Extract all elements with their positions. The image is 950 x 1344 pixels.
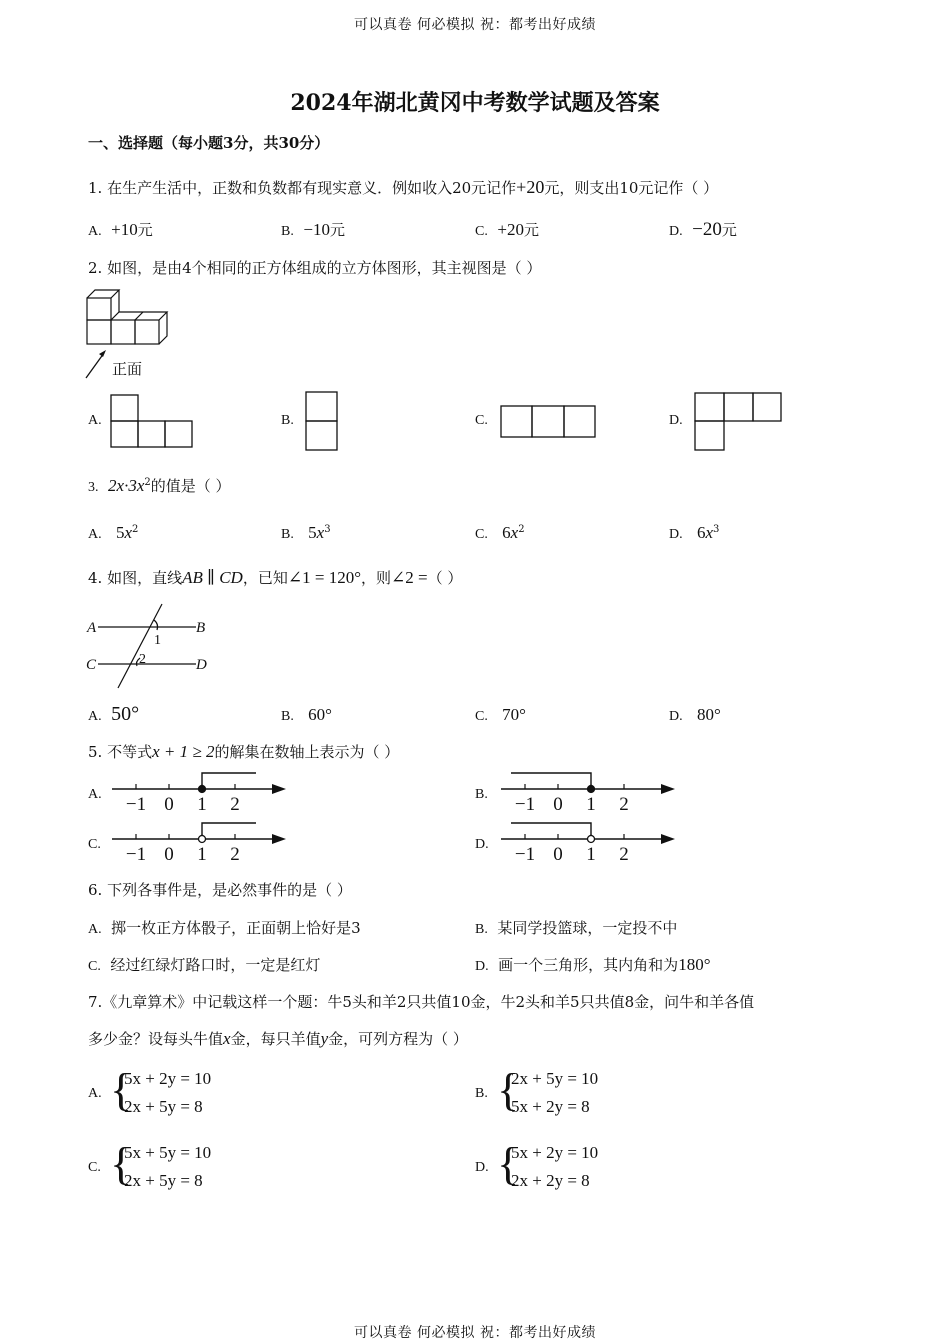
option-coef: 5 xyxy=(308,523,317,542)
fig-angle-2: 2 xyxy=(139,652,146,667)
fig-label-b: B xyxy=(196,620,206,636)
option-exp: 2 xyxy=(518,524,525,535)
q7-brace-a: { xyxy=(110,1064,133,1115)
option-value: 60° xyxy=(308,705,332,724)
q7-system-c xyxy=(124,1139,211,1195)
q7-text-c: 金，可列方程为（ ） xyxy=(328,1030,468,1048)
q3-option-d[interactable] xyxy=(669,523,719,543)
option-label: A. xyxy=(88,527,102,542)
option-text: 某同学投篮球，一定投不中 xyxy=(497,919,678,937)
parallel-lines-figure xyxy=(84,600,214,692)
q4-text-a: 4. 如图，直线 xyxy=(88,569,183,587)
q4-text-d: （ ） xyxy=(427,569,463,587)
axis-arrow xyxy=(661,834,675,844)
tick-label: 0 xyxy=(553,844,563,865)
option-value: 80° xyxy=(696,705,721,724)
q3-num: 3. xyxy=(88,480,99,495)
option-text: 掷一枚正方体骰子，正面朝上恰好是3 xyxy=(111,919,361,937)
q2-view-a xyxy=(110,394,194,448)
option-value: −10 xyxy=(303,220,330,239)
q5-numberline-a xyxy=(110,770,290,816)
tick-label: 0 xyxy=(164,844,174,865)
option-value: +20 xyxy=(497,220,524,239)
q4-option-c[interactable] xyxy=(475,705,526,725)
q5-option-b[interactable]: B. xyxy=(475,787,488,802)
option-label: A. xyxy=(88,709,102,724)
option-label: D. xyxy=(669,709,683,724)
tick-label: 1 xyxy=(586,794,596,815)
q6-option-c[interactable] xyxy=(88,954,320,975)
q7-var-y: y xyxy=(320,1029,329,1048)
question-6: 6. 下列各事件是，是必然事件的是（ ） xyxy=(88,881,352,899)
tick-label: 1 xyxy=(197,844,207,865)
q2-option-d[interactable]: D. xyxy=(669,413,683,428)
front-label: 正面 xyxy=(112,360,143,378)
option-unit: 元 xyxy=(137,221,153,239)
question-7-line-1: 7.《九章算术》中记载这样一个题：牛5头和羊2只共值10金，牛2头和羊5只共值8金，问牛和羊各值 xyxy=(88,993,755,1011)
q5-expr: x + 1 ≥ 2 xyxy=(152,742,215,761)
axis-arrow xyxy=(661,784,675,794)
q1-text-a: 1. 在生产生活中，正数和负数都有现实意义．例如收入20元记作 xyxy=(88,179,517,197)
equation-1: 5x + 5y = 10 xyxy=(124,1143,212,1162)
q4-expr-angle1: ∠1 = 120° xyxy=(287,568,361,587)
page-header: 可以真卷 何必模拟 祝：都考出好成绩 xyxy=(354,17,596,33)
q1-option-d[interactable] xyxy=(669,219,737,241)
option-text: 经过红绿灯路口时，一定是红灯 xyxy=(110,956,321,974)
option-var: x xyxy=(316,523,325,542)
option-label: A. xyxy=(88,224,102,239)
q4-option-b[interactable] xyxy=(281,705,332,725)
q2-view-c xyxy=(500,405,598,439)
option-unit: 元 xyxy=(523,221,539,239)
q4-expr-angle2: ∠2 = xyxy=(391,568,428,587)
q2-view-d xyxy=(694,392,784,452)
tick-label: 2 xyxy=(230,794,240,815)
option-label: A. xyxy=(88,922,102,937)
option-label: D. xyxy=(669,224,683,239)
option-value: 70° xyxy=(502,705,526,724)
q3-sup: 2 xyxy=(144,477,151,488)
q3-option-a[interactable] xyxy=(88,523,138,543)
option-coef: 6 xyxy=(696,523,706,542)
q6-option-b[interactable] xyxy=(475,917,677,938)
q7-brace-d: { xyxy=(497,1138,520,1189)
closed-dot xyxy=(199,786,206,793)
option-coef: 6 xyxy=(502,523,511,542)
q3-expr: 2x·3x xyxy=(108,476,145,495)
equation-2: 2x + 5y = 8 xyxy=(124,1171,203,1190)
option-value: +10 xyxy=(111,220,138,239)
closed-dot xyxy=(588,786,595,793)
q1-expr: +20 xyxy=(516,177,545,197)
q2-view-b xyxy=(305,391,339,451)
q7-text-a: 多少金？设每头牛值 xyxy=(88,1030,224,1048)
q6-option-d[interactable] xyxy=(475,954,711,975)
fig-angle-1: 1 xyxy=(154,633,161,648)
fig-label-d: D xyxy=(196,657,207,673)
option-value: 50° xyxy=(111,703,140,725)
q7-text-b: 金，每只羊值 xyxy=(230,1030,321,1048)
tick-label: 0 xyxy=(553,794,563,815)
question-3 xyxy=(88,475,231,496)
q4-expr-ab-cd: AB ∥ CD xyxy=(182,568,243,587)
q7-system-b xyxy=(511,1065,598,1121)
option-label: C. xyxy=(475,527,488,542)
option-value: −20 xyxy=(692,219,722,240)
option-label: C. xyxy=(88,959,101,974)
equation-1: 5x + 2y = 10 xyxy=(511,1143,599,1162)
equation-1: 2x + 5y = 10 xyxy=(511,1069,599,1088)
option-label: B. xyxy=(475,922,488,937)
option-unit: 元 xyxy=(721,221,737,239)
option-label: B. xyxy=(281,224,294,239)
open-dot xyxy=(588,836,595,843)
solution-ray xyxy=(202,773,256,789)
equation-2: 2x + 5y = 8 xyxy=(124,1097,203,1116)
q3-option-b[interactable] xyxy=(281,523,331,543)
q6-option-a[interactable] xyxy=(88,917,361,938)
option-label: D. xyxy=(669,527,683,542)
q7-option-a[interactable]: A. xyxy=(88,1086,102,1101)
tick-label: −1 xyxy=(514,844,536,865)
q7-var-x: x xyxy=(223,1029,231,1048)
q5-text-a: 5. 不等式 xyxy=(88,743,153,761)
open-dot xyxy=(199,836,206,843)
q5-option-a[interactable]: A. xyxy=(88,787,102,802)
front-arrow xyxy=(86,353,104,378)
axis-arrow xyxy=(272,784,286,794)
option-label: C. xyxy=(475,709,488,724)
option-var: x xyxy=(510,523,519,542)
equation-2: 5x + 2y = 8 xyxy=(511,1097,590,1116)
q1-text-b: 元，则支出10元记作（ ） xyxy=(544,179,719,197)
tick-label: 1 xyxy=(586,844,596,865)
tick-label: −1 xyxy=(125,844,147,865)
option-var: x xyxy=(705,523,713,542)
tick-label: 2 xyxy=(619,844,629,865)
q7-brace-c: { xyxy=(110,1138,133,1189)
solution-ray xyxy=(202,823,256,839)
equation-2: 2x + 2y = 8 xyxy=(511,1171,590,1190)
q7-option-d[interactable]: D. xyxy=(475,1160,489,1175)
q1-option-a[interactable] xyxy=(88,219,153,240)
q5-numberline-d xyxy=(499,820,679,866)
q7-system-d xyxy=(511,1139,598,1195)
option-unit: 元 xyxy=(329,221,345,239)
q5-numberline-b xyxy=(499,770,679,816)
q7-system-a xyxy=(124,1065,211,1121)
q7-option-c[interactable]: C. xyxy=(88,1160,101,1175)
q3-text: 的值是（ ） xyxy=(150,477,231,495)
q4-text-c: ，则 xyxy=(361,569,392,587)
option-exp: 3 xyxy=(324,524,331,535)
q5-option-c[interactable]: C. xyxy=(88,837,101,852)
option-label: D. xyxy=(475,959,489,974)
tick-label: 0 xyxy=(164,794,174,815)
tick-label: −1 xyxy=(514,794,536,815)
equation-1: 5x + 2y = 10 xyxy=(124,1069,212,1088)
axis-arrow xyxy=(272,834,286,844)
page-title: 2024年湖北黄冈中考数学试题及答案 xyxy=(290,90,660,116)
q1-option-b[interactable] xyxy=(281,219,345,240)
solution-ray xyxy=(511,823,591,839)
question-4 xyxy=(88,567,462,588)
option-coef: 5 xyxy=(115,523,125,542)
tick-label: −1 xyxy=(125,794,147,815)
q2-option-b[interactable]: B. xyxy=(281,413,294,428)
option-math: 180° xyxy=(678,955,711,974)
question-7-line-2 xyxy=(88,1028,468,1049)
question-2: 2. 如图，是由4个相同的正方体组成的立方体图形，其主视图是（ ） xyxy=(88,259,542,277)
q5-text-b: 的解集在数轴上表示为（ ） xyxy=(214,743,400,761)
q4-text-b: ，已知 xyxy=(242,569,288,587)
fig-label-c: C xyxy=(86,657,97,673)
q1-option-c[interactable] xyxy=(475,219,539,240)
q4-option-a[interactable] xyxy=(88,703,139,726)
option-text: 画一个三角形，其内角和为 xyxy=(498,956,679,974)
question-1 xyxy=(88,177,718,198)
option-label: C. xyxy=(475,224,488,239)
q7-brace-b: { xyxy=(497,1064,520,1115)
solution-ray xyxy=(511,773,591,789)
question-5 xyxy=(88,741,399,762)
q5-numberline-c xyxy=(110,820,290,866)
option-var: x xyxy=(124,523,132,542)
q4-option-d[interactable] xyxy=(669,705,721,725)
fig-label-a: A xyxy=(87,620,97,636)
option-exp: 2 xyxy=(131,524,139,535)
q7-option-b[interactable]: B. xyxy=(475,1086,488,1101)
tick-label: 2 xyxy=(230,844,240,865)
q3-option-c[interactable] xyxy=(475,523,525,543)
q2-option-c[interactable]: C. xyxy=(475,413,488,428)
option-label: B. xyxy=(281,709,294,724)
page-footer: 可以真卷 何必模拟 祝：都考出好成绩 xyxy=(354,1325,596,1341)
section-heading: 一、选择题（每小题3分，共30分） xyxy=(88,134,330,152)
option-label: B. xyxy=(281,527,294,542)
q2-option-a[interactable]: A. xyxy=(88,413,102,428)
tick-label: 2 xyxy=(619,794,629,815)
tick-label: 1 xyxy=(197,794,207,815)
q5-option-d[interactable]: D. xyxy=(475,837,489,852)
option-exp: 3 xyxy=(712,524,720,535)
